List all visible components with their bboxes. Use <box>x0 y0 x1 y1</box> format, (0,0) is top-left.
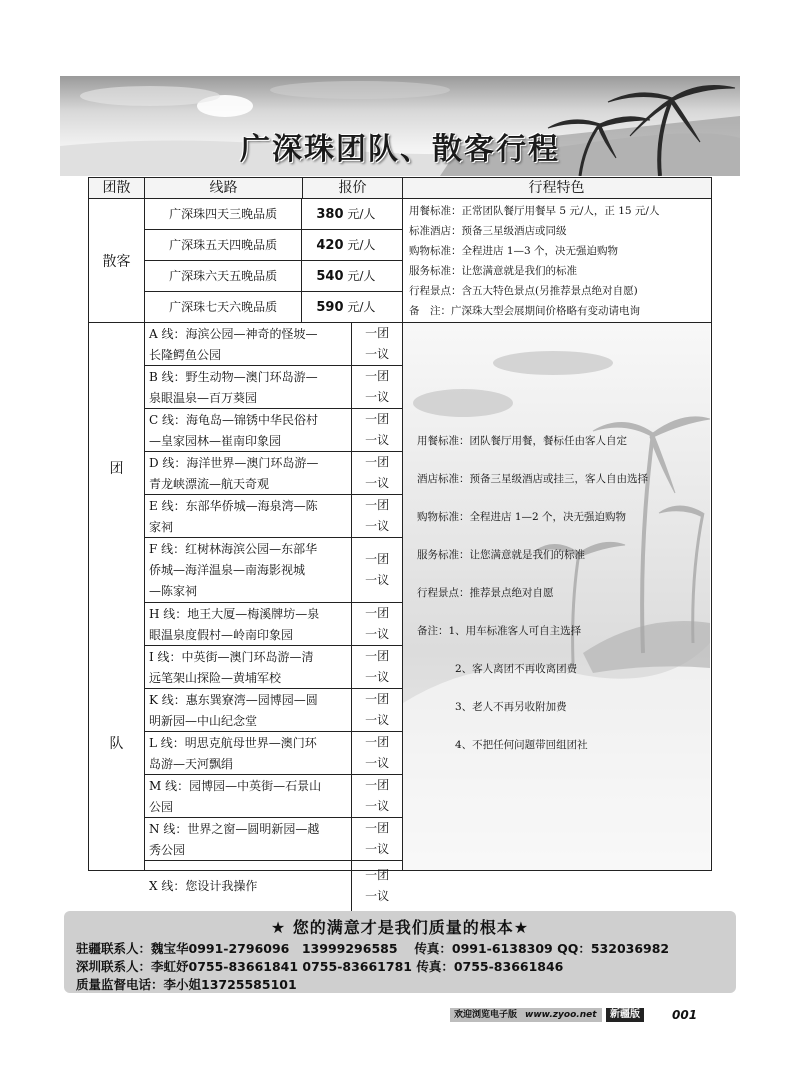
edition-badge: 新疆版 <box>606 1008 644 1022</box>
feature-line: 2、客人离团不再收离团费 <box>455 663 578 675</box>
route-line: B 线：野生动物—澳门环岛游— <box>149 370 318 384</box>
route-line: L 线：明思克航母世界—澳门环 <box>149 736 317 750</box>
price-negotiable <box>352 775 402 817</box>
page-number: 001 <box>672 1008 698 1022</box>
route-price <box>302 230 402 260</box>
price-negotiable <box>352 689 402 731</box>
tag-text: 欢迎浏览电子版 <box>454 1010 518 1020</box>
page-title: 广深珠团队、散客行程 <box>240 132 560 167</box>
feature-line: 用餐标准：团队餐厅用餐，餐标任由客人自定 <box>417 435 627 447</box>
yi-line: 一议 <box>365 573 390 587</box>
feature-line: 3、老人不再另收附加费 <box>455 701 567 713</box>
route-name: 广深珠五天四晚品质 <box>145 230 302 260</box>
price-unit: 元/人 <box>347 207 376 221</box>
table-row <box>145 538 402 603</box>
header-group-type: 团散 <box>89 178 145 198</box>
table-row <box>145 818 402 861</box>
route-name <box>145 646 352 688</box>
route-price <box>302 261 402 291</box>
header-price: 报价 <box>303 178 403 198</box>
team-routes <box>145 323 403 903</box>
yi-line: 一议 <box>365 713 390 727</box>
table-header <box>89 178 711 199</box>
page-tag <box>450 1008 698 1024</box>
feature-line: 购物标准：全程进店 1—3 个，决无强迫购物 <box>409 245 619 257</box>
yi-line: 一团 <box>365 606 390 620</box>
yi-line: 一议 <box>365 756 390 770</box>
table-row <box>145 775 402 818</box>
yi-line: 一团 <box>365 868 390 882</box>
feature-line: 4、不把任何问题带回组团社 <box>455 739 588 751</box>
banner <box>60 76 740 176</box>
feature-line: 行程景点：含五大特色景点(另推荐景点绝对自愿) <box>409 285 638 297</box>
price-negotiable <box>352 818 402 860</box>
yi-line: 一团 <box>365 552 390 566</box>
route-line: I 线：中英街—澳门环岛游—清 <box>149 650 314 664</box>
route-line: 秀公园 <box>149 843 186 857</box>
header-route: 线路 <box>145 178 303 198</box>
yi-line: 一议 <box>365 476 390 490</box>
route-name <box>145 323 352 365</box>
sanke-features <box>403 199 710 322</box>
brochure-page <box>60 76 740 996</box>
yi-line: 一议 <box>365 433 390 447</box>
price-negotiable <box>352 495 402 537</box>
route-name <box>145 818 352 860</box>
route-name <box>145 603 352 645</box>
sanke-label: 散客 <box>89 199 145 322</box>
route-name <box>145 861 352 911</box>
feature-line: 行程景点：推荐景点绝对自愿 <box>417 587 554 599</box>
route-line: —皇家园林—崔南印象园 <box>149 434 282 448</box>
yi-line: 一团 <box>365 326 390 340</box>
route-line: E 线：东部华侨城—海泉湾—陈 <box>149 499 318 513</box>
route-line: 侨城—海洋温泉—南海影视城 <box>149 563 306 577</box>
route-price <box>302 292 402 323</box>
route-line: N 线：世界之窗—圆明新园—越 <box>149 822 320 836</box>
price-value: 380 <box>316 207 344 222</box>
table-row <box>145 323 402 366</box>
feature-line: 购物标准：全程进店 1—2 个，决无强迫购物 <box>417 511 627 523</box>
price-unit: 元/人 <box>347 238 376 252</box>
feature-line: 标准酒店：预备三星级酒店或同级 <box>409 225 567 237</box>
yi-line: 一团 <box>365 649 390 663</box>
table-row <box>145 230 402 261</box>
route-name: 广深珠七天六晚品质 <box>145 292 302 323</box>
yi-line: 一议 <box>365 842 390 856</box>
contact-footer <box>64 911 736 993</box>
route-name <box>145 495 352 537</box>
yi-line: 一团 <box>365 821 390 835</box>
table-row <box>145 861 402 911</box>
contact-line: 驻疆联系人：魏宝华0991-2796096 13999296585 传真：0991-6138309 QQ：532036982 <box>76 941 670 956</box>
price-negotiable <box>352 323 402 365</box>
route-name <box>145 689 352 731</box>
feature-line: 酒店标准：预备三星级酒店或挂三，客人自由选择 <box>417 473 648 485</box>
contact-line: 质量监督电话：李小姐13725585101 <box>76 977 297 992</box>
yi-line: 一议 <box>365 799 390 813</box>
route-name <box>145 409 352 451</box>
header-features: 行程特色 <box>528 180 585 196</box>
price-value: 420 <box>316 238 344 253</box>
yi-line: 一议 <box>365 390 390 404</box>
route-price <box>302 199 402 229</box>
price-value: 590 <box>316 300 344 315</box>
route-line: K 线：惠东巽寮湾—园博园—圆 <box>149 693 318 707</box>
table-row <box>145 603 402 646</box>
price-unit: 元/人 <box>347 300 376 314</box>
slogan: ★ 您的满意才是我们质量的根本★ <box>270 918 530 937</box>
table-row <box>145 366 402 409</box>
route-name <box>145 732 352 774</box>
table-row <box>145 689 402 732</box>
route-line: 眼温泉度假村—岭南印象园 <box>149 628 294 642</box>
yi-line: 一团 <box>365 498 390 512</box>
yi-line: 一团 <box>365 412 390 426</box>
team-label-bottom: 队 <box>109 736 124 752</box>
route-name: 广深珠四天三晚品质 <box>145 199 302 229</box>
yi-line: 一议 <box>365 347 390 361</box>
table-row <box>145 261 402 292</box>
price-unit: 元/人 <box>347 269 376 283</box>
route-line: 家祠 <box>149 520 174 534</box>
route-line: 长隆鳄鱼公园 <box>149 348 222 362</box>
table-row <box>145 409 402 452</box>
yi-line: 一团 <box>365 735 390 749</box>
yi-line: 一议 <box>365 670 390 684</box>
price-value: 540 <box>316 269 344 284</box>
route-line: 远笔架山探险—黄埔军校 <box>149 671 282 685</box>
table-row <box>145 199 402 230</box>
price-negotiable <box>352 732 402 774</box>
table-row <box>145 292 402 323</box>
route-name <box>145 452 352 494</box>
route-name <box>145 538 352 602</box>
feature-line: 服务标准：让您满意就是我们的标准 <box>409 265 577 277</box>
route-line: 明新园—中山纪念堂 <box>149 714 258 728</box>
route-line: A 线：海滨公园—神奇的怪坡— <box>149 327 318 341</box>
table-row <box>145 452 402 495</box>
team-features <box>403 323 710 870</box>
price-negotiable <box>352 409 402 451</box>
route-line: D 线：海洋世界—澳门环岛游— <box>149 456 319 470</box>
feature-line: 用餐标准：正常团队餐厅用餐早 5 元/人，正 15 元/人 <box>409 205 660 217</box>
tag-label <box>450 1008 602 1022</box>
route-line: F 线：红树林海滨公园—东部华 <box>149 542 318 556</box>
price-negotiable <box>352 452 402 494</box>
route-line: H 线：地王大厦—梅溪牌坊—泉 <box>149 607 320 621</box>
sanke-routes <box>145 199 403 322</box>
yi-line: 一议 <box>365 627 390 641</box>
feature-line: 备注：1、用车标准客人可自主选择 <box>417 625 582 637</box>
yi-line: 一团 <box>365 369 390 383</box>
yi-line: 一团 <box>365 778 390 792</box>
yi-line: 一团 <box>365 455 390 469</box>
team-section <box>89 323 711 903</box>
team-label-top: 团 <box>109 461 124 477</box>
route-line: C 线：海龟岛—锦锈中华民俗村 <box>149 413 318 427</box>
price-negotiable <box>352 603 402 645</box>
price-negotiable <box>352 646 402 688</box>
price-negotiable <box>352 861 402 911</box>
route-name: 广深珠六天五晚品质 <box>145 261 302 291</box>
yi-line: 一团 <box>365 692 390 706</box>
route-line: 岛游—天河飘绢 <box>149 757 234 771</box>
route-line: —陈家祠 <box>149 584 198 598</box>
contact-line: 深圳联系人：李虹妤0755-83661841 0755-83661781 传真：0755-83661846 <box>76 959 564 974</box>
site-url[interactable]: www.zyoo.net <box>525 1010 597 1020</box>
feature-line: 备 注：广深珠大型会展期间价格略有变动请电询 <box>409 305 640 317</box>
team-label <box>89 323 145 870</box>
route-line: X 线：您设计我操作 <box>149 878 258 893</box>
yi-line: 一议 <box>365 889 390 903</box>
route-line: M 线：园博园—中英街—石景山 <box>149 779 322 793</box>
itinerary-table <box>88 177 712 903</box>
route-line: 公园 <box>149 800 174 814</box>
price-negotiable <box>352 366 402 408</box>
table-row <box>145 732 402 775</box>
table-row <box>145 646 402 689</box>
route-name <box>145 366 352 408</box>
yi-line: 一议 <box>365 519 390 533</box>
table-row <box>145 495 402 538</box>
route-line: 泉眼温泉—百万葵园 <box>149 391 258 405</box>
price-negotiable <box>352 538 402 602</box>
feature-line: 服务标准：让您满意就是我们的标准 <box>417 549 585 561</box>
route-line: 青龙峡漂流—航天奇观 <box>149 477 270 491</box>
route-name <box>145 775 352 817</box>
sanke-section <box>89 199 711 323</box>
